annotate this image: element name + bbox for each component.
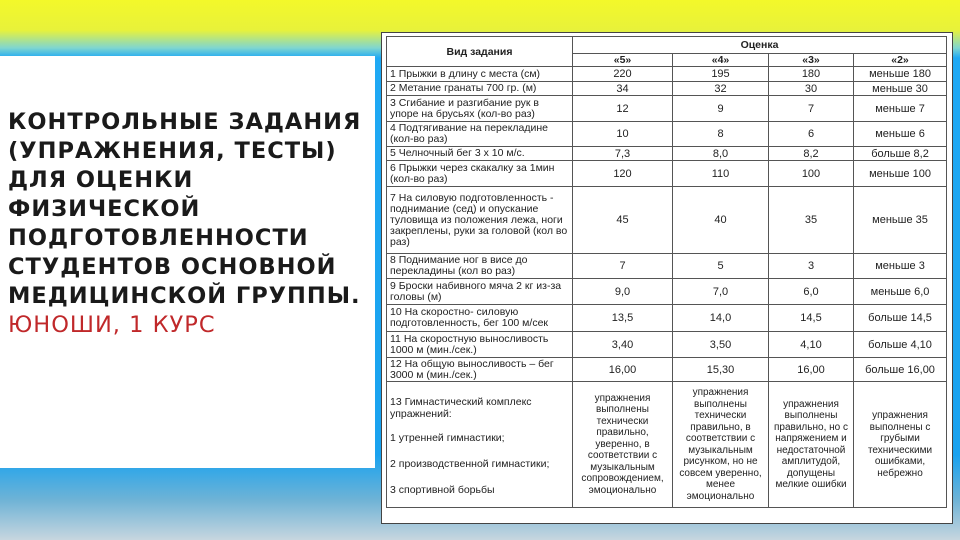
grade-3-cell: 30	[769, 82, 854, 96]
table-row-gymnastics	[387, 382, 947, 508]
header-grade-4: «4»	[673, 54, 769, 67]
grade-5-cell: 7	[573, 254, 673, 279]
grade-5-cell: 16,00	[573, 358, 673, 382]
task-line: 2 производственной гимнастики;	[390, 458, 550, 470]
slide-title-sub: ЮНОШИ, 1 КУРС	[8, 312, 216, 338]
slide-title	[8, 108, 370, 340]
grade-2-cell: упражнения выполнены с грубыми техническими ошибками, небрежно	[854, 382, 947, 508]
grade-4-cell: 8	[673, 122, 769, 147]
task-cell: 10 На скоростно- силовую подготовленность, бег 100 м/сек	[387, 305, 573, 332]
grade-3-cell: 180	[769, 67, 854, 82]
table-row	[387, 187, 947, 254]
grade-3-cell: упражнения выполнены правильно, но с напряжением и недостаточной амплитудой, допущены мелкие ошибки	[769, 382, 854, 508]
grade-2-cell: больше 14,5	[854, 305, 947, 332]
grade-4-cell: 110	[673, 161, 769, 187]
grade-5-cell: 13,5	[573, 305, 673, 332]
task-cell: 9 Броски набивного мяча 2 кг из-за головы (м)	[387, 279, 573, 305]
grade-3-cell: 35	[769, 187, 854, 254]
grade-2-cell: больше 4,10	[854, 332, 947, 358]
task-cell: 12 На общую выносливость – бег 3000 м (мин./сек.)	[387, 358, 573, 382]
task-cell: 5 Челночный бег 3 х 10 м/с.	[387, 147, 573, 161]
task-cell: 1 Прыжки в длину с места (см)	[387, 67, 573, 82]
grade-4-cell: упражнения выполнены технически правильно, в соответствии с музыкальным рисунком, но не совсем уверенно, менее эмоционально	[673, 382, 769, 508]
grade-4-cell: 5	[673, 254, 769, 279]
table-row	[387, 358, 947, 382]
grade-3-cell: 4,10	[769, 332, 854, 358]
grade-5-cell: 12	[573, 96, 673, 122]
grade-5-cell: 120	[573, 161, 673, 187]
grade-4-cell: 15,30	[673, 358, 769, 382]
table-row	[387, 254, 947, 279]
grade-3-cell: 7	[769, 96, 854, 122]
grade-2-cell: меньше 180	[854, 67, 947, 82]
grade-4-cell: 40	[673, 187, 769, 254]
grade-2-cell: больше 16,00	[854, 358, 947, 382]
task-cell: 11 На скоростную выносливость 1000 м (мин./сек.)	[387, 332, 573, 358]
grade-3-cell: 3	[769, 254, 854, 279]
task-cell: 4 Подтягивание на перекладине (кол-во раз)	[387, 122, 573, 147]
grade-2-cell: меньше 30	[854, 82, 947, 96]
grade-3-cell: 8,2	[769, 147, 854, 161]
grade-2-cell: больше 8,2	[854, 147, 947, 161]
grade-4-cell: 9	[673, 96, 769, 122]
grade-5-cell: 9,0	[573, 279, 673, 305]
grade-3-cell: 16,00	[769, 358, 854, 382]
header-grade: Оценка	[573, 37, 947, 54]
table-row	[387, 305, 947, 332]
grade-4-cell: 195	[673, 67, 769, 82]
header-grade-3: «3»	[769, 54, 854, 67]
grade-3-cell: 14,5	[769, 305, 854, 332]
grade-5-cell: 34	[573, 82, 673, 96]
task-cell: 2 Метание гранаты 700 гр. (м)	[387, 82, 573, 96]
task-cell: 7 На силовую подготовленность - поднимание (сед) и опускание туловища из положения лежа, ноги закреплены, руки за головой (кол во раз)	[387, 187, 573, 254]
task-line: 13 Гимнастический комплекс упражнений:	[390, 396, 532, 420]
grade-2-cell: меньше 35	[854, 187, 947, 254]
grade-3-cell: 6,0	[769, 279, 854, 305]
grade-5-cell: 45	[573, 187, 673, 254]
grade-4-cell: 32	[673, 82, 769, 96]
header-task: Вид задания	[387, 37, 573, 67]
grade-2-cell: меньше 100	[854, 161, 947, 187]
task-cell: 8 Поднимание ног в висе до перекладины (кол во раз)	[387, 254, 573, 279]
table-row	[387, 279, 947, 305]
grade-4-cell: 8,0	[673, 147, 769, 161]
task-line: 1 утренней гимнастики;	[390, 432, 505, 444]
task-cell	[387, 382, 573, 508]
header-grade-5: «5»	[573, 54, 673, 67]
grade-5-cell: упражнения выполнены технически правильно, уверенно, в соответствии с музыкальным сопровождением, эмоционально	[573, 382, 673, 508]
grade-2-cell: меньше 6	[854, 122, 947, 147]
table-row	[387, 332, 947, 358]
grade-3-cell: 100	[769, 161, 854, 187]
table-row	[387, 122, 947, 147]
task-line: 3 спортивной борьбы	[390, 484, 495, 496]
grade-5-cell: 220	[573, 67, 673, 82]
table-body	[387, 67, 947, 382]
slide-title-main: КОНТРОЛЬНЫЕ ЗАДАНИЯ (УПРАЖНЕНИЯ, ТЕСТЫ) ДЛЯ ОЦЕНКИ ФИЗИЧЕСКОЙ ПОДГОТОВЛЕННОСТИ СТУДЕНТОВ ОСНОВНОЙ МЕДИЦИНСКОЙ ГРУППЫ.	[8, 109, 362, 309]
grades-table	[386, 36, 947, 508]
task-cell: 6 Прыжки через скакалку за 1мин (кол-во раз)	[387, 161, 573, 187]
grade-4-cell: 3,50	[673, 332, 769, 358]
grade-4-cell: 7,0	[673, 279, 769, 305]
header-grade-2: «2»	[854, 54, 947, 67]
table-row	[387, 147, 947, 161]
grade-5-cell: 7,3	[573, 147, 673, 161]
grade-2-cell: меньше 3	[854, 254, 947, 279]
task-cell: 3 Сгибание и разгибание рук в упоре на брусьях (кол-во раз)	[387, 96, 573, 122]
table-row	[387, 96, 947, 122]
grade-2-cell: меньше 6,0	[854, 279, 947, 305]
grade-5-cell: 3,40	[573, 332, 673, 358]
table-row	[387, 67, 947, 82]
grade-4-cell: 14,0	[673, 305, 769, 332]
table-row	[387, 161, 947, 187]
grades-table-frame	[381, 32, 953, 524]
grade-5-cell: 10	[573, 122, 673, 147]
grade-2-cell: меньше 7	[854, 96, 947, 122]
grade-3-cell: 6	[769, 122, 854, 147]
table-row	[387, 82, 947, 96]
